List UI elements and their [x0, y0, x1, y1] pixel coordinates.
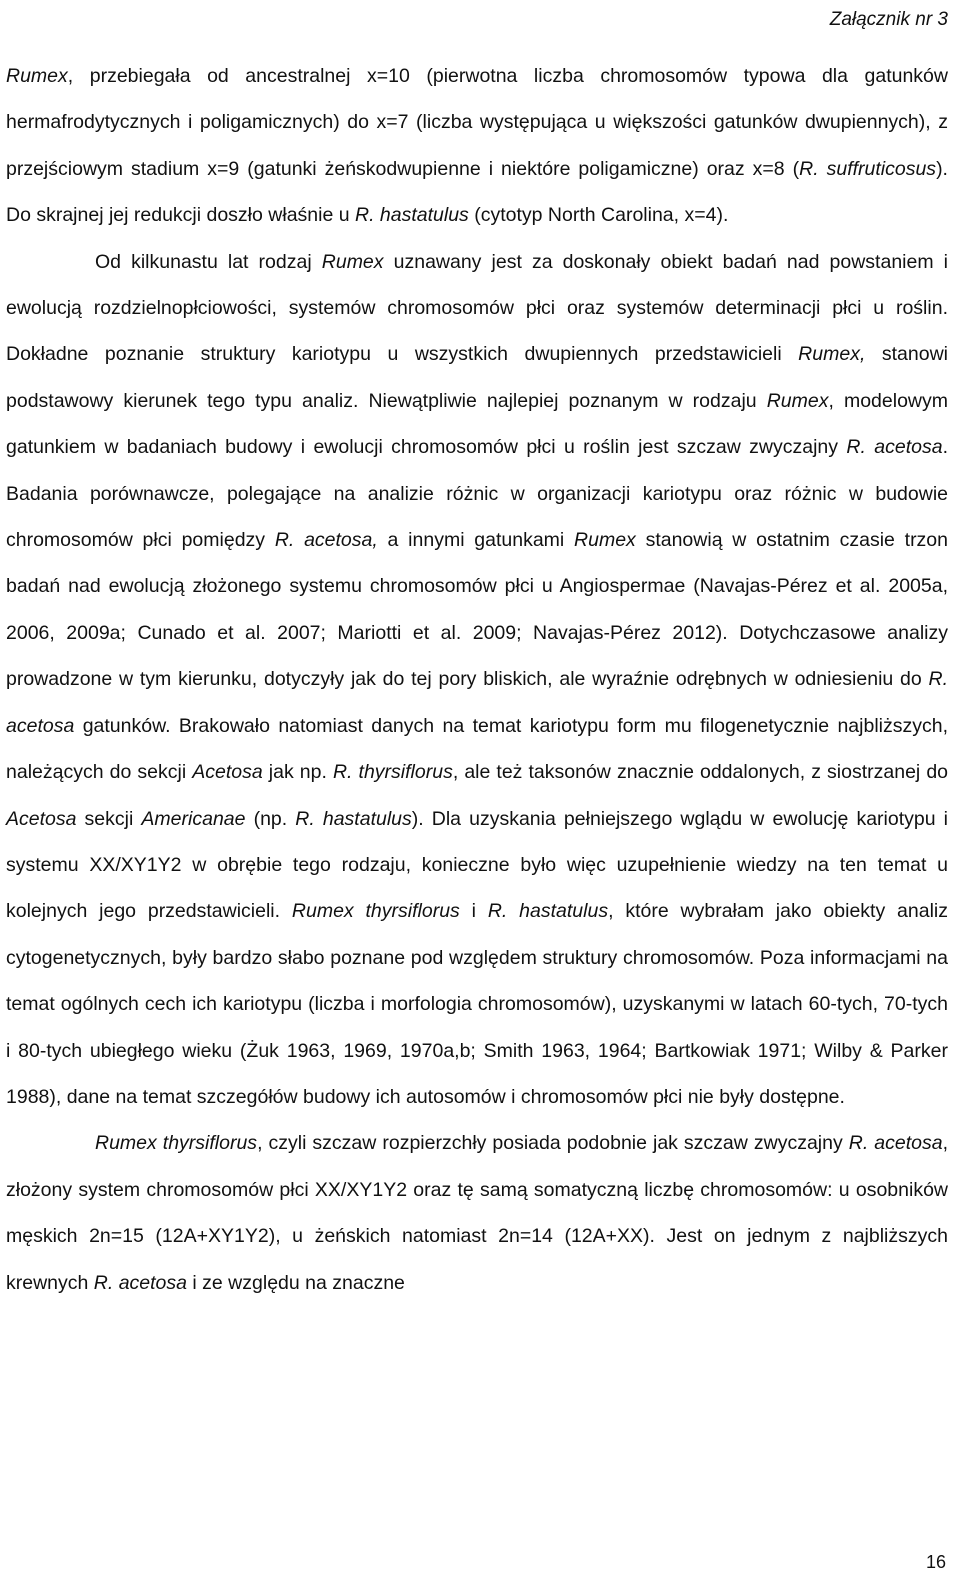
text-run: , złożony system chromosomów płci XX/XY1Y2 oraz tę samą somatyczną liczbę chromosomów: u osobników męskich 2n=15 (12A+XY1Y2), u żeńskich natomiast 2n=14 (12A+XX). Jest on jednym z najbliższych krewnych	[6, 1132, 948, 1294]
paragraph	[6, 53, 948, 239]
text-run: , przebiegała od ancestralnej x=10 (pierwotna liczba chromosomów typowa dla gatunków hermafrodytycznych i poligamicznych) do x=7 (liczba występująca u większości gatunków dwupiennych), z przejściowym stadium x=9 (gatunki żeńskodwupienne i niektóre poligamiczne) oraz x=8 (	[6, 65, 948, 180]
text-run: , ale też taksonów znacznie oddalonych, z siostrzanej do	[452, 761, 949, 784]
italic-text: R. hastatulus	[355, 204, 469, 227]
italic-text: R. acetosa	[6, 668, 948, 737]
italic-text: R. hastatulus	[295, 807, 412, 830]
italic-text: R. suffruticosus	[799, 157, 937, 180]
italic-text: Rumex	[6, 65, 68, 87]
text-run: stanowią w ostatnim czasie trzon badań nad ewolucją złożonego systemu chromosomów płci u Angiospermae (Navajas-Pérez et al. 2005a, 2006, 2009a; Cunado et al. 2007; Mariotti et al. 2009; Navajas-Pérez 2012). Dotychczasowe analizy prowadzone w tym kierunku, dotyczyły jak do tej pory bliskich, ale wyraźnie odrębnych w odniesieniu do	[6, 529, 949, 691]
text-run: , które wybrałam jako obiekty analiz cytogenetycznych, były bardzo słabo poznane pod względem struktury chromosomów. Poza informacjami na temat ogólnych cech ich kariotypu (liczba i morfologia chromosomów), uzyskanymi w latach 60-tych, 70-tych i 80-tych ubiegłego wieku (Żuk 1963, 1969, 1970a,b; Smith 1963, 1964; Bartkowiak 1971; Wilby & Parker 1988), dane na temat szczegółów budowy ich autosomów i chromosomów płci nie były dostępne.	[6, 900, 949, 1108]
italic-text: Acetosa	[192, 761, 263, 784]
text-run: (np.	[245, 807, 296, 830]
text-run: , czyli szczaw rozpierzchły posiada podobnie jak szczaw zwyczajny	[257, 1132, 849, 1155]
page-number: 16	[925, 1552, 946, 1572]
text-run: ). Dla uzyskania pełniejszego wglądu w ewolucję kariotypu i systemu XX/XY1Y2 w obrębie tego rodzaju, konieczne było więc uzupełnienie wiedzy na ten temat u kolejnych jego przedstawicieli.	[6, 807, 948, 923]
italic-text: R. acetosa	[93, 1271, 187, 1294]
text-run: ). Do skrajnej jej redukcji doszło właśnie u	[6, 157, 948, 227]
attachment-header: Załącznik nr 3	[829, 9, 948, 30]
paragraph	[6, 239, 948, 1121]
text-run: uznawany jest za doskonały obiekt badań nad powstaniem i ewolucją rozdzielnopłciowości, systemów chromosomów płci oraz systemów determinacji płci u roślin. Dokładne poznanie struktury kariotypu u wszystkich dwupiennych przedstawicieli	[6, 250, 948, 366]
text-run: sekcji	[76, 807, 142, 830]
body-text	[6, 53, 948, 1306]
italic-text: Americanae	[141, 807, 246, 830]
italic-text: R. acetosa	[846, 436, 943, 459]
text-run: gatunków. Brakowało natomiast danych na temat kariotypu form mu filogenetycznie najbliższych, należących do sekcji	[6, 714, 948, 784]
text-run: stanowi podstawowy kierunek tego typu analiz. Niewątpliwie najlepiej poznanym w rodzaju	[6, 343, 948, 412]
paragraph	[6, 1120, 948, 1306]
italic-text: Rumex	[321, 250, 384, 273]
italic-text: Rumex	[766, 389, 829, 412]
italic-text: R. thyrsiflorus	[332, 761, 453, 784]
italic-text: R. acetosa,	[274, 529, 378, 552]
italic-text: Rumex	[574, 529, 636, 552]
text-run: jak np.	[262, 761, 333, 784]
text-run: Od kilkunastu lat rodzaj	[95, 250, 322, 273]
italic-text: Rumex,	[798, 343, 866, 366]
italic-text: Rumex thyrsiflorus	[291, 900, 460, 923]
text-run: i	[459, 900, 488, 923]
text-run: a innymi gatunkami	[377, 529, 575, 552]
italic-text: R. hastatulus	[487, 900, 609, 923]
text-run: (cytotyp North Carolina, x=4).	[468, 204, 729, 227]
italic-text: Rumex thyrsiflorus	[95, 1132, 258, 1155]
text-run: , modelowym gatunkiem w badaniach budowy i ewolucji chromosomów płci u roślin jest szczaw zwyczajny	[6, 389, 948, 459]
text-run: i ze względu na znaczne	[187, 1271, 405, 1294]
text-run: . Badania porównawcze, polegające na analizie różnic w organizacji kariotypu oraz różnic w budowie chromosomów płci pomiędzy	[6, 436, 948, 552]
italic-text: R. acetosa	[848, 1132, 943, 1155]
italic-text: Acetosa	[6, 807, 77, 830]
